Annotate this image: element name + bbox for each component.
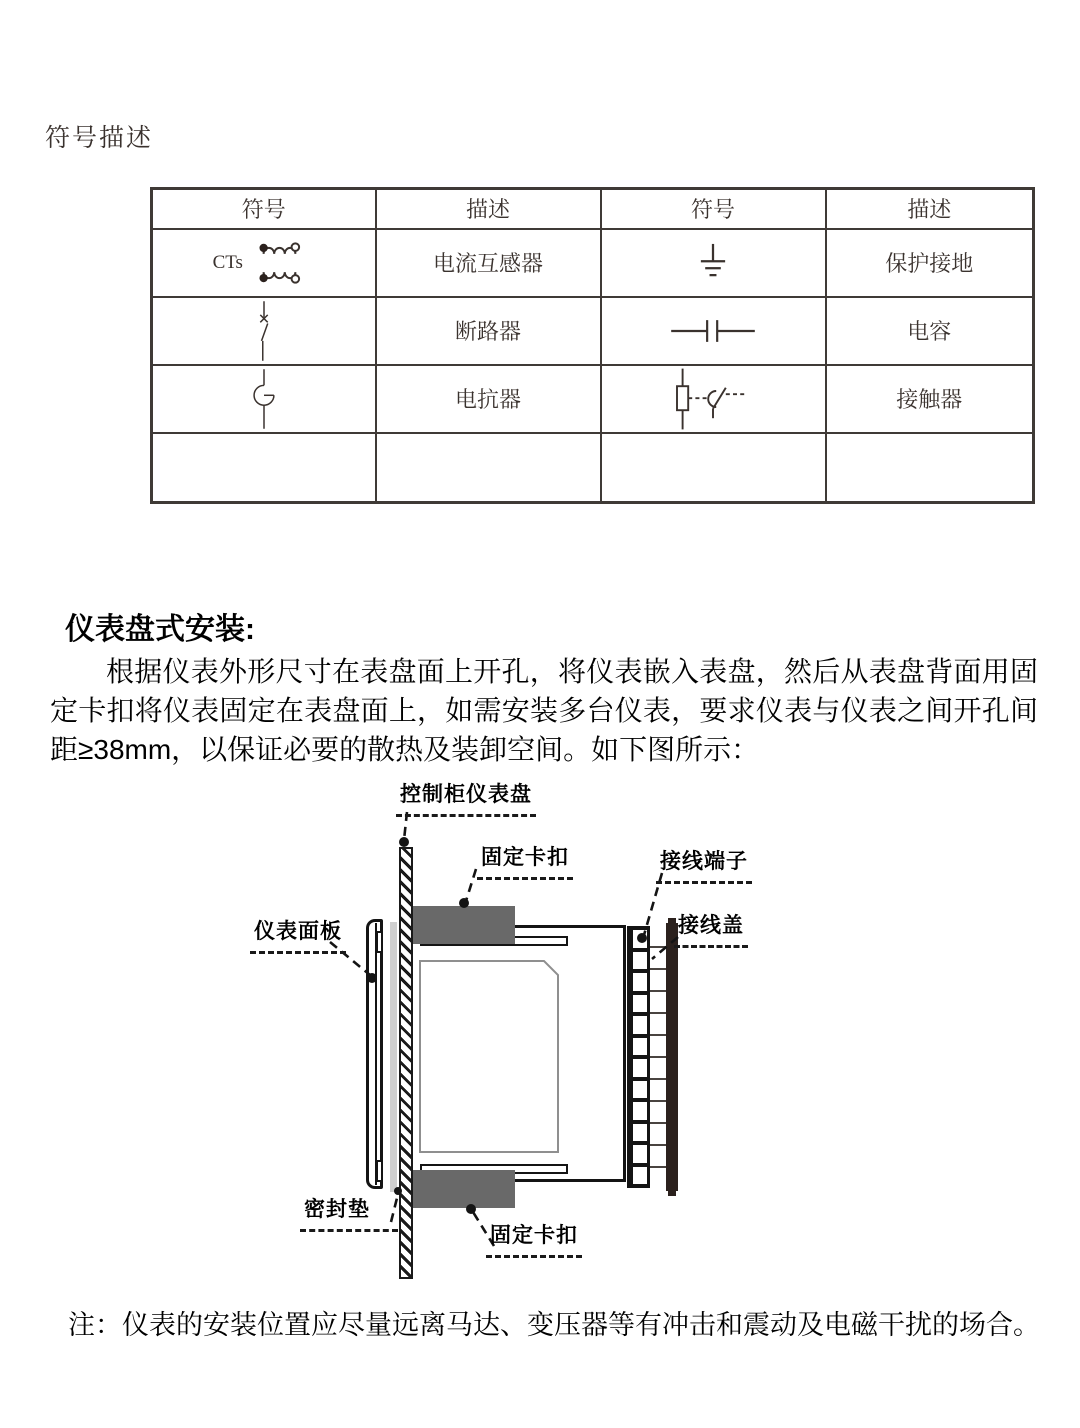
desc-cell: 断路器 xyxy=(376,297,601,365)
desc-cell: 电抗器 xyxy=(376,365,601,433)
fixing-clip-top xyxy=(400,906,515,944)
desc-cell: 电容 xyxy=(826,297,1034,365)
bezel-slot-bottom xyxy=(376,1160,383,1182)
label-terminal: 接线端子 xyxy=(656,845,752,884)
desc-cell: 电流互感器 xyxy=(376,229,601,297)
install-section-title: 仪表盘式安装: xyxy=(65,613,255,646)
header-symbol-1: 符号 xyxy=(152,189,376,229)
header-desc-1: 描述 xyxy=(376,189,601,229)
circuit-breaker-icon xyxy=(153,300,375,362)
terminal-cover xyxy=(666,923,678,1191)
capacitor-icon xyxy=(602,315,825,347)
label-gasket: 密封垫 xyxy=(300,1193,398,1232)
table-header-row xyxy=(152,189,1034,229)
table-empty-row xyxy=(152,433,1034,503)
label-terminal-cover: 接线盖 xyxy=(674,909,748,948)
install-paragraph: 根据仪表外形尺寸在表盘面上开孔，将仪表嵌入表盘，然后从表盘背面用固定卡扣将仪表固定在表盘面上，如需安装多台仪表，要求仪表与仪表之间开孔间距≥38mm，以保证必要的散热及装卸空间。如下图所示： xyxy=(50,656,1038,765)
install-note: 注：仪表的安装位置应尽量远离马达、变压器等有冲击和震动及电磁干扰的场合。 xyxy=(68,1310,1040,1340)
table-row xyxy=(152,229,1034,297)
cabinet-panel-strip xyxy=(399,847,413,1279)
meter-case-body xyxy=(408,925,626,1182)
desc-cell: 保护接地 xyxy=(826,229,1034,297)
table-row xyxy=(152,365,1034,433)
terminal-cover-tab-bottom xyxy=(668,1190,676,1196)
label-cabinet-panel: 控制柜仪表盘 xyxy=(396,778,536,817)
bezel-slot-top xyxy=(376,931,383,953)
contactor-icon xyxy=(602,367,825,431)
label-fixing-clip-top: 固定卡扣 xyxy=(477,841,573,880)
fixing-clip-bottom xyxy=(400,1170,515,1208)
reactor-icon xyxy=(153,368,375,430)
header-symbol-2: 符号 xyxy=(601,189,826,229)
ct-text: CTs xyxy=(212,251,243,273)
symbol-section-title: 符号描述 xyxy=(45,125,154,152)
sealing-gasket xyxy=(390,922,397,1192)
terminal-block xyxy=(627,926,650,1188)
table-row xyxy=(152,297,1034,365)
desc-cell: 接触器 xyxy=(826,365,1034,433)
label-fixing-clip-bottom: 固定卡扣 xyxy=(486,1219,582,1258)
header-desc-2: 描述 xyxy=(826,189,1034,229)
label-front-panel: 仪表面板 xyxy=(250,915,346,954)
terminal-grid xyxy=(650,926,666,1188)
meter-front-bezel xyxy=(366,919,383,1189)
symbol-table xyxy=(150,187,1035,504)
current-transformer-icon xyxy=(153,237,375,289)
protective-earth-icon xyxy=(602,238,825,288)
